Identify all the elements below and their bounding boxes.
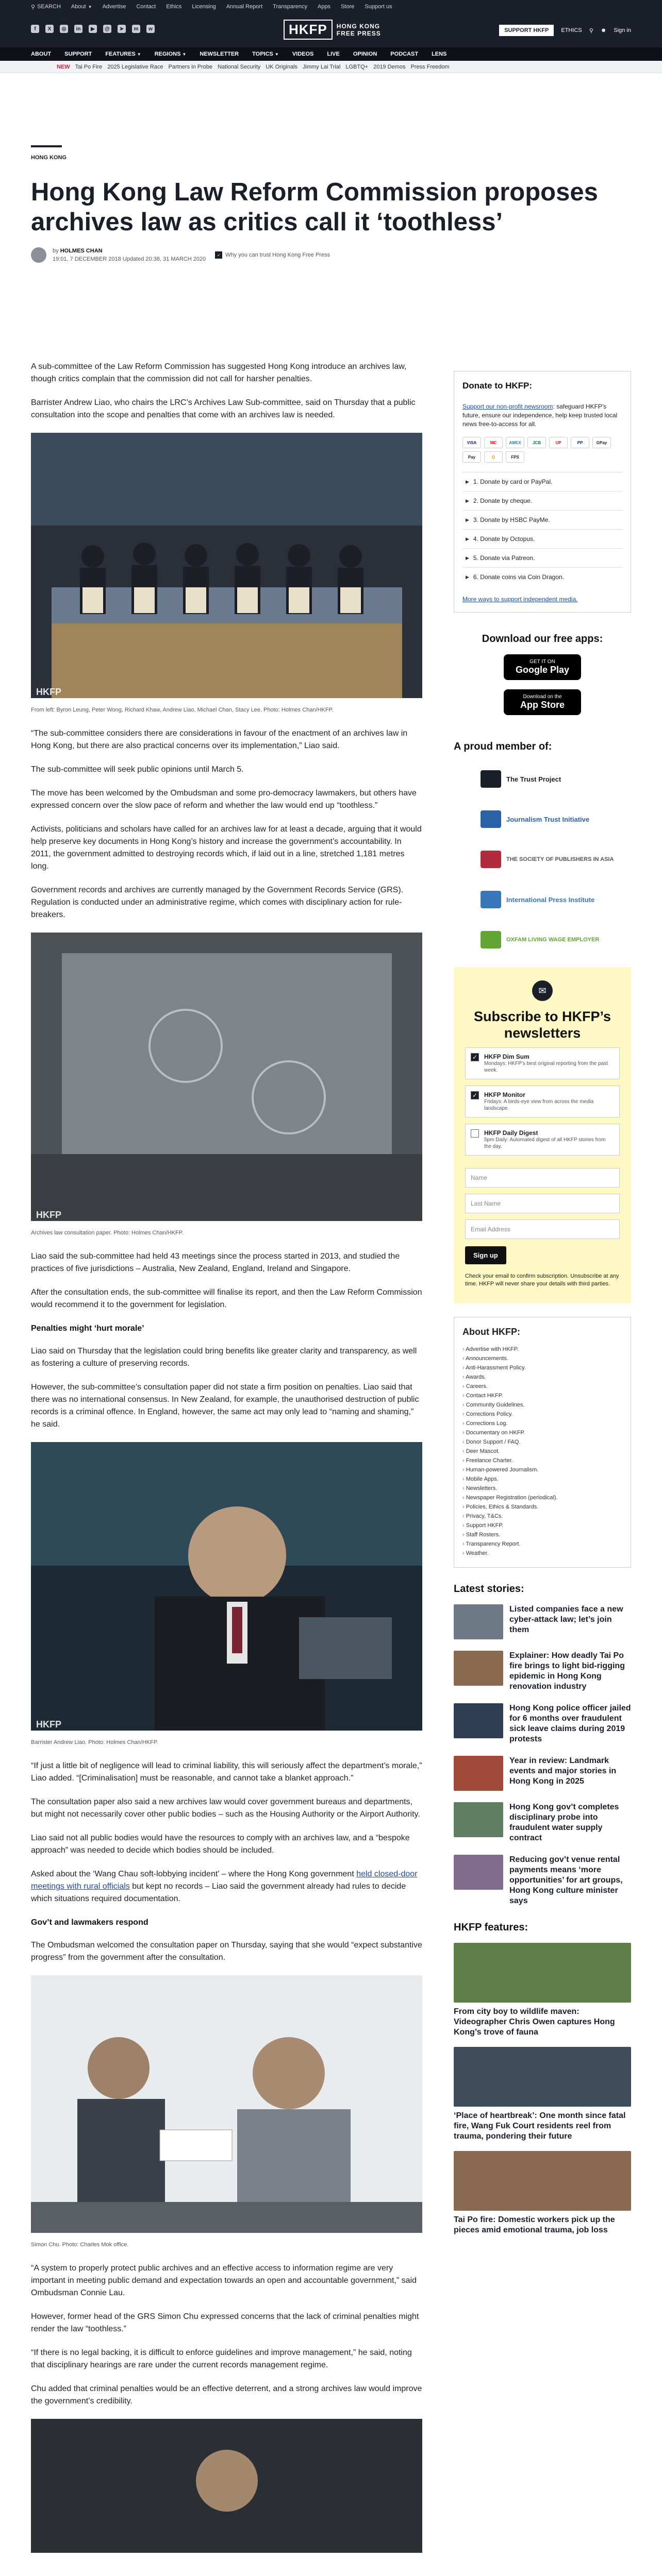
topbar-licensing[interactable]: Licensing — [192, 4, 216, 10]
topbar-contact[interactable]: Contact — [136, 4, 156, 10]
linkedin-icon[interactable]: in — [74, 25, 82, 33]
trust-icon: ✓ — [215, 251, 222, 259]
article-paragraph: The move has been welcomed by the Ombudsman and some pro-democracy lawmakers, but others have expressed concern over the slow pace of reform and whether the law would end up “toothless.” — [31, 789, 417, 810]
visa-icon: VISA — [462, 437, 481, 448]
thumbnail — [454, 1651, 503, 1686]
donate-option-cheque[interactable]: ▶ 2. Donate by cheque. — [462, 491, 622, 510]
donate-option-coin-dragon[interactable]: ▶ 6. Donate coins via Coin Dragon. — [462, 567, 622, 586]
chevron-down-icon: ▼ — [274, 52, 279, 57]
about-title: About HKFP: — [462, 1327, 520, 1337]
trending-link[interactable]: Tai Po Fire — [75, 63, 103, 70]
about-link[interactable]: › Deer Mascot. — [462, 1447, 622, 1456]
name-field[interactable]: Name — [465, 1168, 620, 1188]
thumbnail — [454, 1802, 503, 1837]
site-header — [0, 13, 662, 47]
article-paragraph: However, former head of the GRS Simon Chu expressed concerns that the lack of criminal penalties might render the law “toothless.” — [31, 2312, 419, 2333]
member-logo[interactable]: OXFAM LIVING WAGE EMPLOYER — [454, 927, 631, 953]
nav-support[interactable]: SUPPORT — [64, 51, 92, 57]
new-badge: NEW — [57, 63, 70, 70]
unionpay-icon: UP — [549, 437, 568, 448]
triangle-right-icon: ▶ — [466, 479, 469, 484]
article-photo — [31, 1442, 422, 1735]
photo-caption: Archives law consultation paper. Photo: Holmes Chan/HKFP. — [31, 1230, 184, 1236]
about-link[interactable]: › Policies, Ethics & Standards. — [462, 1502, 622, 1512]
top-utility-bar — [0, 0, 662, 13]
donate-link[interactable]: Support our non-profit newsroom — [462, 403, 553, 410]
features-title: HKFP features: — [454, 1922, 528, 1933]
press-conference-photo — [31, 433, 422, 698]
latest-item[interactable]: Hong Kong gov’t completes disciplinary probe into fraudulent water supply contract — [454, 1802, 631, 1843]
features — [454, 1922, 631, 2235]
page-title: Hong Kong Law Reform Commission proposes archives law as critics call it ‘toothless’ — [31, 178, 598, 236]
members-title: A proud member of: — [454, 741, 552, 752]
article-paragraph: The Ombudsman welcomed the consultation paper on Thursday, saying that she would “expect substantive progress” from the government after the consultation. — [31, 1941, 422, 1962]
social-links — [31, 25, 155, 33]
whatsapp-icon[interactable]: w — [146, 25, 155, 33]
more-ways-link[interactable]: More ways to support independent media. — [462, 596, 578, 603]
topbar-about[interactable]: About ▼ — [71, 4, 92, 10]
trust-link[interactable]: ✓ Why you can trust Hong Kong Free Press — [215, 251, 330, 259]
main-nav — [0, 47, 662, 61]
threads-icon[interactable]: @ — [103, 25, 111, 33]
article-paragraph: “If there is no legal backing, it is difficult to enforce guidelines and improve management,” he said, noting that disciplinary hearings are rare under the current records management regime. — [31, 2348, 412, 2369]
newsletter-option[interactable]: ✓ HKFP Dim Sum Mondays: HKFP’s best original reporting from the past week. — [465, 1047, 620, 1079]
nav-topics[interactable]: TOPICS ▼ — [252, 51, 279, 57]
nav-features[interactable]: FEATURES ▼ — [105, 51, 141, 57]
checkbox[interactable]: ✓ — [471, 1053, 479, 1061]
watermark: HKFP — [36, 1210, 61, 1220]
nav-lens[interactable]: LENS — [432, 51, 447, 57]
trending-bar — [0, 61, 662, 73]
watermark: HKFP — [36, 687, 61, 697]
watermark: HKFP — [36, 1719, 61, 1730]
envelope-icon: ✉ — [532, 980, 553, 1001]
article-paragraph: Activists, politicians and scholars have called for an archives law for at least a decade, arguing that it would help preserve key documents in Hong Kong’s history and increase the government’s accountability. In 2011, the government admitted to destroying records which, if laid out in a line, stretched 1,181 metres long. — [31, 825, 422, 871]
about-link[interactable]: › Contact HKFP. — [462, 1391, 622, 1400]
app-store-button[interactable]: Download on the App Store — [504, 689, 581, 715]
about-link[interactable]: › Transparency Report. — [462, 1539, 622, 1549]
trust-project-icon — [481, 770, 501, 788]
latest-item[interactable]: Reducing gov’t venue rental payments means ‘more opportunities’ for art groups, Hong Kong culture minister says — [454, 1855, 631, 1906]
donate-option-payme[interactable]: ▶ 3. Donate by HSBC PayMe. — [462, 510, 622, 529]
about-link[interactable]: › Freelance Charter. — [462, 1456, 622, 1465]
article-paragraph: The sub-committee will seek public opinions until March 5. — [31, 765, 244, 774]
article-paragraph: “A system to properly protect public archives and an effective access to information regime are very important in meeting public demand and expectation towards an open and accountable government,” said Ombudsman Connie Lau. — [31, 2264, 417, 2297]
feature-image — [454, 2047, 631, 2107]
nav-podcast[interactable]: PODCAST — [390, 51, 419, 57]
nav-about[interactable]: ABOUT — [31, 51, 52, 57]
article-subheading: Penalties might ‘hurt morale’ — [31, 1324, 144, 1333]
trending-link[interactable]: Press Freedom — [410, 63, 450, 70]
donate-title: Donate to HKFP: — [462, 381, 533, 391]
jti-icon — [481, 810, 501, 828]
article-paragraph: Liao said on Thursday that the legislation could bring benefits like greater clarity and transparency, as well as fostering a culture of preserving records. — [31, 1347, 417, 1368]
nav-live[interactable]: LIVE — [327, 51, 340, 57]
payment-methods — [462, 437, 622, 463]
about-link[interactable]: › Support HKFP. — [462, 1521, 622, 1530]
latest-item[interactable]: Listed companies face a new cyber-attack law; let’s join them — [454, 1604, 631, 1639]
about-link[interactable]: › Documentary on HKFP. — [462, 1428, 622, 1437]
trending-link[interactable]: 2025 Legislative Race — [107, 63, 163, 70]
article-paragraph: A sub-committee of the Law Reform Commission has suggested Hong Kong introduce an archives law, though critics complain that the commission did not call for harsher penalties. — [31, 362, 407, 383]
about-link[interactable]: › Corrections Log. — [462, 1419, 622, 1428]
logo-text: HONG KONG FREE PRESS — [336, 22, 381, 37]
member-logo[interactable]: Journalism Trust Initiative — [454, 806, 631, 832]
donate-option-octopus[interactable]: ▶ 4. Donate by Octopus. — [462, 529, 622, 548]
about-link[interactable]: › Advertise with HKFP. — [462, 1345, 622, 1354]
article-header — [31, 73, 631, 263]
nav-newsletter[interactable]: NEWSLETTER — [200, 51, 239, 57]
triangle-right-icon: ▶ — [466, 574, 469, 580]
article-paragraph: However, the sub-committee’s consultation paper did not state a firm position on penalties. Liao said that there was no international consensus. In New Zealand, for example, the unauthorised destruction of public records is a criminal offence. In England, however, the same act may only lead to “naming and shaming,” he said. — [31, 1383, 419, 1429]
topbar-support[interactable]: Support us — [365, 4, 392, 10]
donate-option-card[interactable]: ▶ 1. Donate by card or PayPal. — [462, 472, 622, 491]
newsletter-option[interactable]: ✓ HKFP Monitor Fridays: A birds-eye view from across the media landscape. — [465, 1086, 620, 1117]
trending-link[interactable]: Partners in Probe — [168, 63, 213, 70]
member-logo[interactable]: THE SOCIETY OF PUBLISHERS IN ASIA — [454, 846, 631, 872]
triangle-right-icon: ▶ — [466, 498, 469, 503]
topbar-apps[interactable]: Apps — [317, 4, 331, 10]
article-paragraph: Asked about the ‘Wang Chau soft-lobbying incident’ – where the Hong Kong government held closed-door meetings with rural officials but kept no records – Liao said the government already had rules to decide which situations required documentation. — [31, 1870, 418, 1903]
about-link[interactable]: › Human-powered Journalism. — [462, 1465, 622, 1475]
article-paragraph: “If just a little bit of negligence will lead to criminal liability, this will seriously affect the department’s morale,” Liao added. “[Criminalisation] must be reasonable, and cannot take a blanket approach.” — [31, 1761, 422, 1783]
about-link[interactable]: › Careers. — [462, 1382, 622, 1391]
topbar-search[interactable]: ⚲ SEARCH — [31, 4, 61, 10]
nav-regions[interactable]: REGIONS ▼ — [154, 51, 187, 57]
member-list — [454, 766, 631, 953]
thumbnail — [454, 1855, 503, 1890]
user-icon[interactable]: ☻ — [600, 27, 607, 33]
search-icon[interactable]: ⚲ — [589, 27, 593, 34]
author-name[interactable]: HOLMES CHAN — [60, 248, 103, 254]
triangle-right-icon: ▶ — [466, 555, 469, 561]
triangle-right-icon: ▶ — [466, 517, 469, 522]
thumbnail — [454, 1756, 503, 1791]
topbar-ethics[interactable]: Ethics — [166, 4, 182, 10]
nav-opinion[interactable]: OPINION — [353, 51, 377, 57]
jcb-icon: JCB — [527, 437, 546, 448]
about-link[interactable]: › Privacy, T&Cs. — [462, 1512, 622, 1521]
avatar — [31, 247, 46, 263]
mastercard-icon: MC — [484, 437, 503, 448]
instagram-icon[interactable]: ◎ — [60, 25, 68, 33]
octopus-icon: O — [484, 451, 503, 463]
latest-item[interactable]: Year in review: Landmark events and major stories in Hong Kong in 2025 — [454, 1756, 631, 1791]
google-pay-icon: GPay — [592, 437, 611, 448]
about-link[interactable]: › Donor Support / FAQ. — [462, 1437, 622, 1447]
mastodon-icon[interactable]: m — [132, 25, 140, 33]
andrew-liao-photo — [31, 1442, 422, 1731]
donate-box: Donate to HKFP: Support our non-profit newsroom: safeguard HKFP’s future, ensure our independence, help keep trusted local news free-to-access for all. VISA MC AMEX JCB UP PP GPay Pay O FPS ▶ 1. Donate by card or PayPal. ▶ 2. Donate by cheque. ▶ 3. Donate by HSBC PayMe. ▶ 4. Donate by Octopus. ▶ 5. Donate via Patreon. ▶ 6. Donate coins via Coin Dragon. More ways to support independent media. — [454, 371, 631, 613]
apps-title: Download our free apps: — [482, 633, 603, 645]
x-twitter-icon[interactable]: X — [45, 25, 54, 33]
article-subheading: Gov’t and lawmakers respond — [31, 1918, 148, 1927]
youtube-icon[interactable]: ▶ — [89, 25, 97, 33]
member-logo[interactable]: The Trust Project — [454, 766, 631, 792]
consultation-paper-photo — [31, 933, 422, 1221]
about-link[interactable]: › Anti-Harassment Policy. — [462, 1363, 622, 1372]
article-paragraph: Chu added that criminal penalties would be an effective deterrent, and a strong archives law would improve the government’s credibility. — [31, 2384, 422, 2405]
article-paragraph: After the consultation ends, the sub-committee will finalise its report, and then the Law Reform Commission would recommend it to the government for legislation. — [31, 1288, 422, 1309]
chevron-down-icon: ▼ — [88, 4, 92, 9]
trending-link[interactable]: 2019 Demos — [373, 63, 406, 70]
amex-icon: AMEX — [506, 437, 524, 448]
newsletter-title: Subscribe to HKFP’s newsletters — [473, 1009, 611, 1041]
about-link[interactable]: › Weather. — [462, 1549, 622, 1558]
about-link[interactable]: › Mobile Apps. — [462, 1475, 622, 1484]
newsletter-note: Check your email to confirm subscription. Unsubscribe at any time. HKFP will never share your details with third parties. — [465, 1273, 619, 1287]
search-icon: ⚲ — [31, 4, 36, 10]
chevron-down-icon: ▼ — [137, 52, 141, 57]
telegram-icon[interactable]: ➤ — [118, 25, 126, 33]
ethics-link[interactable]: ETHICS — [561, 27, 582, 33]
newsletter-option[interactable]: HKFP Daily Digest 5pm Daily: Automated digest of all HKFP stories from the day. — [465, 1124, 620, 1156]
google-play-button[interactable]: GET IT ON Google Play — [504, 654, 581, 680]
photo-caption: Barrister Andrew Liao. Photo: Holmes Chan/HKFP. — [31, 1739, 158, 1745]
member-logo[interactable]: International Press Institute — [454, 887, 631, 912]
apple-pay-icon: Pay — [462, 451, 481, 463]
feature-image — [454, 2151, 631, 2211]
article-paragraph: Barrister Andrew Liao, who chairs the LRC’s Archives Law Sub-committee, said on Thursday that a public consultation into the scope and penalties that come with an archives law is needed. — [31, 398, 416, 419]
signin-link[interactable]: Sign in — [614, 27, 631, 33]
trending-link[interactable]: Jimmy Lai Trial — [303, 63, 341, 70]
feature-item[interactable]: From city boy to wildlife maven: Videographer Chris Owen captures Hong Kong’s trove of fauna — [454, 1943, 631, 2038]
about-link[interactable]: › Newsletters. — [462, 1484, 622, 1493]
checkbox[interactable]: ✓ — [471, 1091, 479, 1099]
photo-caption: From left: Byron Leung, Peter Wong, Richard Khaw, Andrew Liao, Michael Chan, Stacy Lee. Photo: Holmes Chan/HKFP. — [31, 707, 334, 713]
feature-item[interactable]: ‘Place of heartbreak’: One month since fatal fire, Wang Fuk Court residents reel from trauma, pondering their future — [454, 2047, 631, 2142]
paypal-icon: PP — [571, 437, 589, 448]
about-link[interactable]: › Staff Rosters. — [462, 1530, 622, 1539]
article-photo-bottom — [31, 2419, 422, 2553]
article-paragraph: “The sub-committee considers there are considerations in favour of the enactment of an archives law in Hong Kong, but there are also practical concerns over its implementation,” Liao said. — [31, 729, 408, 750]
about-link[interactable]: › Announcements. — [462, 1354, 622, 1363]
chevron-down-icon: ▼ — [182, 52, 187, 57]
latest-item[interactable]: Explainer: How deadly Tai Po fire brings to light bid-rigging epidemic in Hong Kong renovation industry — [454, 1651, 631, 1692]
newsletter-box — [454, 967, 631, 1303]
triangle-right-icon: ▶ — [466, 536, 469, 541]
about-link[interactable]: › Awards. — [462, 1372, 622, 1382]
closed-door-meetings-link[interactable]: held closed-door meetings with rural officials — [31, 1870, 418, 1891]
fps-icon: FPS — [506, 451, 524, 463]
ipi-icon — [481, 891, 501, 908]
publish-dates: 19:01, 7 DECEMBER 2018 Updated 20:38, 31 MARCH 2020 — [53, 256, 206, 262]
signup-button[interactable]: Sign up — [465, 1246, 506, 1264]
about-link[interactable]: › Newspaper Registration (periodical). — [462, 1493, 622, 1502]
thumbnail — [454, 1703, 503, 1738]
article-photo — [31, 2419, 422, 2557]
article-paragraph: Government records and archives are currently managed by the Government Records Service (GRS). Regulation is conducted under an administrative regime, which comes with disciplinary action for rule-breakers. — [31, 886, 404, 919]
donate-option-patreon[interactable]: ▶ 5. Donate via Patreon. — [462, 548, 622, 567]
about-box — [454, 1317, 631, 1568]
trending-link[interactable]: National Security — [218, 63, 261, 70]
article-photo — [31, 433, 422, 702]
latest-title: Latest stories: — [454, 1583, 524, 1595]
feature-item[interactable]: Tai Po fire: Domestic workers pick up the pieces amid emotional trauma, job loss — [454, 2151, 631, 2235]
about-list — [462, 1345, 622, 1558]
trending-link[interactable]: LGBTQ+ — [345, 63, 369, 70]
about-link[interactable]: › Corrections Policy. — [462, 1410, 622, 1419]
topbar-transparency[interactable]: Transparency — [273, 4, 307, 10]
latest-item[interactable]: Hong Kong police officer jailed for 6 months over fraudulent sick leave claims during 2019 protests — [454, 1703, 631, 1744]
oxfam-icon — [481, 931, 501, 948]
article-paragraph: The consultation paper also said a new archives law would cover government bureaus and departments, but might not necessarily cover other public bodies – such as the Housing Authority or the Airport Authority. — [31, 1798, 420, 1819]
header-actions — [499, 25, 631, 36]
facebook-icon[interactable]: f — [31, 25, 39, 33]
site-logo[interactable] — [284, 20, 381, 40]
feature-image — [454, 1943, 631, 2003]
support-hkfp-button[interactable]: SUPPORT HKFP — [499, 25, 554, 36]
photo-caption: Simon Chu. Photo: Charles Mok office. — [31, 2242, 129, 2248]
topbar-annual-report[interactable]: Annual Report — [226, 4, 263, 10]
simon-chu-photo — [31, 1975, 422, 2233]
sidebar — [454, 371, 631, 2235]
article-body — [31, 361, 422, 2561]
article-paragraph: Liao said the sub-committee had held 43 meetings since the process started in 2013, and studied the practices of five jurisdictions – Australia, New Zealand, England, Ireland and Singapore. — [31, 1252, 400, 1273]
article-photo — [31, 1975, 422, 2237]
article-paragraph: Liao said not all public bodies would have the resources to comply with an archives law, and a “bespoke approach” was needed to decide which bodies should be included. — [31, 1834, 410, 1855]
topbar-advertise[interactable]: Advertise — [102, 4, 126, 10]
logo-mark: HKFP — [284, 20, 333, 40]
latest-stories — [454, 1583, 631, 1906]
last-name-field[interactable]: Last Name — [465, 1194, 620, 1213]
trending-link[interactable]: UK Originals — [266, 63, 298, 70]
byline: by HOLMES CHAN 19:01, 7 DECEMBER 2018 Updated 20:38, 31 MARCH 2020 ✓ Why you can trust Hong Kong Free Press — [31, 247, 631, 263]
article-photo — [31, 933, 422, 1225]
thumbnail — [454, 1604, 503, 1639]
topbar-store[interactable]: Store — [341, 4, 355, 10]
section-rule — [31, 145, 62, 147]
section-tag[interactable]: HONG KONG — [31, 155, 67, 161]
checkbox[interactable] — [471, 1129, 479, 1138]
email-field[interactable]: Email Address — [465, 1219, 620, 1239]
about-link[interactable]: › Community Guidelines. — [462, 1400, 622, 1410]
sopa-icon — [481, 851, 501, 868]
nav-videos[interactable]: VIDEOS — [292, 51, 314, 57]
